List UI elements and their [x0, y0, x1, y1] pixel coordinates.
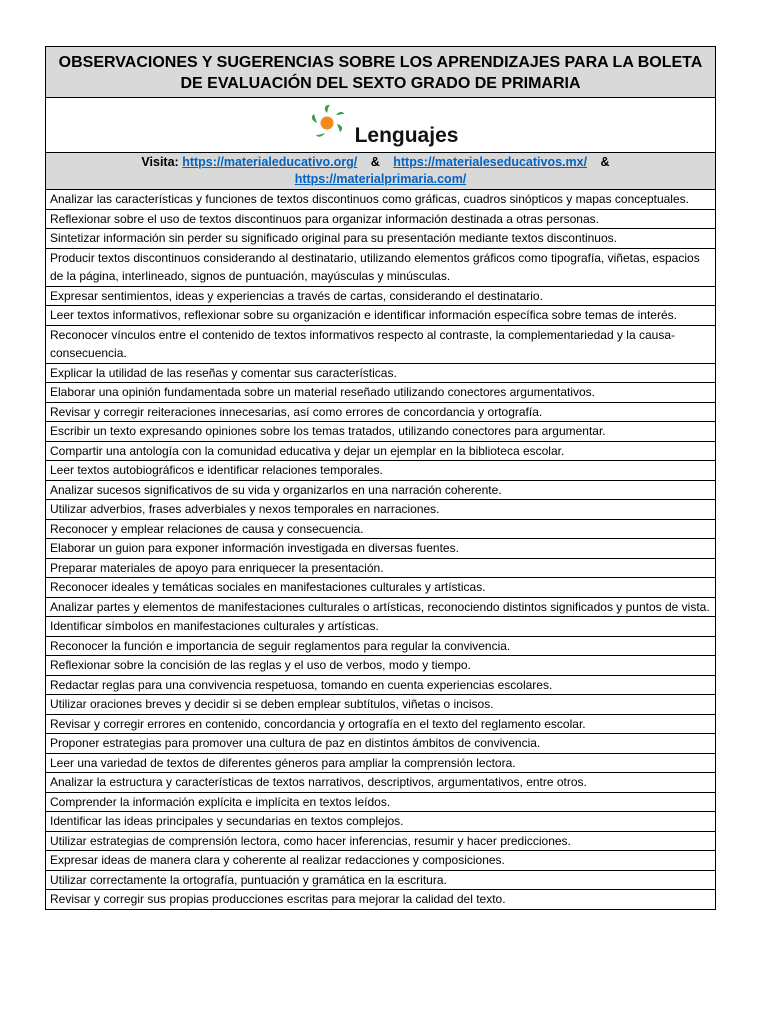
learning-item-cell	[46, 753, 716, 773]
learning-item-cell	[46, 773, 716, 793]
subject-name: Lenguajes	[354, 124, 459, 147]
table-row	[46, 229, 716, 249]
table-row	[46, 812, 716, 832]
table-row	[46, 402, 716, 422]
table-row	[46, 870, 716, 890]
learning-item-cell	[46, 656, 716, 676]
table-row	[46, 714, 716, 734]
learning-item-cell	[46, 461, 716, 481]
learning-item-text: Escribir un texto expresando opiniones sobre los temas tratados, utilizando conectores para argumentar.	[50, 424, 606, 438]
table-row	[46, 695, 716, 715]
subject-header	[46, 98, 716, 153]
table-row	[46, 753, 716, 773]
learning-item-cell	[46, 229, 716, 249]
learning-item-cell	[46, 675, 716, 695]
learning-item-text: Producir textos discontinuos considerando al destinatario, utilizando elementos gráficos como tipografía, viñetas, espacios de la página, interlineado, signos de puntuación, mayúsculas y minúsculas.	[50, 250, 700, 283]
learning-item-text: Analizar partes y elementos de manifestaciones culturales o artísticas, reconociendo distintos significados y puntos de vista.	[50, 599, 710, 614]
table-row	[46, 190, 716, 210]
logo-row	[46, 98, 716, 153]
table-row	[46, 441, 716, 461]
learning-item-text: Expresar sentimientos, ideas y experiencias a través de cartas, considerando el destinatario.	[50, 288, 543, 303]
subject-logo-group	[303, 98, 459, 152]
learning-item-cell	[46, 325, 716, 363]
learning-item-text: Analizar las características y funciones de textos discontinuos como gráficas, cuadros sinópticos y mapas conceptuales.	[50, 192, 689, 206]
learning-item-text: Utilizar oraciones breves y decidir si se deben emplear subtítulos, viñetas o incisos.	[50, 697, 494, 711]
table-row	[46, 500, 716, 520]
learning-item-text: Revisar y corregir errores en contenido, concordancia y ortografía en el texto del reglamento escolar.	[50, 716, 586, 731]
learning-item-text: Reconocer ideales y temáticas sociales en manifestaciones culturales y artísticas.	[50, 580, 486, 594]
learning-item-text: Reflexionar sobre el uso de textos discontinuos para organizar información destinada a otras personas.	[50, 211, 599, 226]
learning-item-cell	[46, 714, 716, 734]
table-row	[46, 519, 716, 539]
table-row	[46, 675, 716, 695]
ampersand-2: &	[600, 155, 610, 169]
learning-item-cell	[46, 480, 716, 500]
learning-item-text: Redactar reglas para una convivencia respetuosa, tomando en cuenta experiencias escolares.	[50, 677, 553, 692]
link-materialeseducativos[interactable]: https://materialeseducativos.mx/	[393, 155, 588, 169]
table-row	[46, 773, 716, 793]
table-row	[46, 422, 716, 442]
table-row	[46, 248, 716, 286]
learning-item-cell	[46, 383, 716, 403]
learning-item-text: Revisar y corregir sus propias producciones escritas para mejorar la calidad del texto.	[50, 892, 506, 906]
table-row	[46, 383, 716, 403]
table-row	[46, 461, 716, 481]
table-row	[46, 209, 716, 229]
learning-item-text: Identificar las ideas principales y secundarias en textos complejos.	[50, 814, 404, 828]
visit-links	[46, 153, 716, 190]
learning-item-cell	[46, 578, 716, 598]
learning-item-text: Analizar la estructura y características de textos narrativos, descriptivos, argumentativos, entre otros.	[50, 775, 587, 789]
learning-item-text: Reflexionar sobre la concisión de las reglas y el uso de verbos, modo y tiempo.	[50, 658, 471, 672]
table-row	[46, 325, 716, 363]
link-materialeducativo[interactable]: https://materialeducativo.org/	[182, 155, 358, 169]
learning-item-cell	[46, 539, 716, 559]
learning-item-cell	[46, 441, 716, 461]
learning-item-cell	[46, 500, 716, 520]
title-row	[46, 47, 716, 98]
evaluation-sheet	[45, 46, 716, 910]
learning-item-cell	[46, 870, 716, 890]
table-row	[46, 539, 716, 559]
learning-item-text: Reconocer vínculos entre el contenido de textos informativos respecto al contraste, la complementariedad y la causa-consecuencia.	[50, 327, 675, 360]
table-row	[46, 734, 716, 754]
ampersand-1: &	[370, 155, 380, 169]
learning-item-text: Explicar la utilidad de las reseñas y comentar sus características.	[50, 365, 397, 380]
visit-row	[46, 153, 716, 190]
learning-item-cell	[46, 792, 716, 812]
visit-label: Visita:	[141, 155, 179, 169]
learning-item-text: Leer textos autobiográficos e identificar relaciones temporales.	[50, 463, 383, 477]
learning-item-text: Utilizar adverbios, frases adverbiales y nexos temporales en narraciones.	[50, 502, 440, 516]
learning-item-cell	[46, 402, 716, 422]
title-line-1: OBSERVACIONES Y SUGERENCIAS SOBRE LOS APRENDIZAJES PARA LA BOLETA	[58, 54, 703, 71]
title-line-2: DE EVALUACIÓN DEL SEXTO GRADO DE PRIMARIA	[180, 75, 581, 92]
learning-item-cell	[46, 597, 716, 617]
learning-item-cell	[46, 306, 716, 326]
learning-item-text: Revisar y corregir reiteraciones innecesarias, así como errores de concordancia y ortografía.	[50, 404, 543, 419]
table-row	[46, 831, 716, 851]
learning-item-text: Preparar materiales de apoyo para enriquecer la presentación.	[50, 560, 384, 575]
learning-item-text: Elaborar un guion para exponer información investigada en diversas fuentes.	[50, 541, 459, 555]
learning-item-text: Analizar sucesos significativos de su vida y organizarlos en una narración coherente.	[50, 482, 502, 497]
table-row	[46, 636, 716, 656]
learning-item-cell	[46, 734, 716, 754]
table-row	[46, 286, 716, 306]
learning-item-cell	[46, 617, 716, 637]
learning-item-text: Identificar símbolos en manifestaciones culturales y artísticas.	[50, 619, 379, 633]
learning-item-cell	[46, 519, 716, 539]
learning-item-text: Reconocer la función e importancia de seguir reglamentos para regular la convivencia.	[50, 638, 511, 653]
learning-item-text: Elaborar una opinión fundamentada sobre un material reseñado utilizando conectores argumentativos.	[50, 385, 596, 399]
learning-item-text: Leer textos informativos, reflexionar sobre su organización e identificar información específica sobre temas de interés.	[50, 308, 677, 322]
observations-table	[45, 46, 716, 910]
learning-item-text: Expresar ideas de manera clara y coherente al realizar redacciones y composiciones.	[50, 853, 505, 867]
learning-item-text: Utilizar estrategias de comprensión lectora, como hacer inferencias, resumir y hacer predicciones.	[50, 833, 571, 848]
learning-item-text: Comprender la información explícita e implícita en textos leídos.	[50, 794, 391, 809]
learning-item-cell	[46, 422, 716, 442]
learning-item-cell	[46, 248, 716, 286]
learning-item-cell	[46, 890, 716, 910]
table-row	[46, 306, 716, 326]
learning-item-cell	[46, 851, 716, 871]
page-title	[46, 47, 716, 98]
learning-item-cell	[46, 286, 716, 306]
table-row	[46, 558, 716, 578]
learning-item-text: Leer una variedad de textos de diferentes géneros para ampliar la comprensión lectora.	[50, 755, 516, 770]
learning-item-cell	[46, 209, 716, 229]
learning-item-cell	[46, 190, 716, 210]
table-row	[46, 480, 716, 500]
flower-logo-icon	[303, 100, 351, 146]
table-row	[46, 617, 716, 637]
learning-item-text: Sintetizar información sin perder su significado original para su presentación mediante textos discontinuos.	[50, 231, 617, 245]
link-materialprimaria[interactable]: https://materialprimaria.com/	[294, 172, 467, 186]
learning-item-cell	[46, 636, 716, 656]
table-row	[46, 656, 716, 676]
learning-item-text: Utilizar correctamente la ortografía, puntuación y gramática en la escritura.	[50, 872, 447, 887]
learning-item-cell	[46, 363, 716, 383]
learning-item-text: Compartir una antología con la comunidad educativa y dejar un ejemplar en la biblioteca escolar.	[50, 443, 565, 458]
learning-item-cell	[46, 695, 716, 715]
learning-item-cell	[46, 831, 716, 851]
table-row	[46, 792, 716, 812]
learning-item-cell	[46, 558, 716, 578]
table-row	[46, 890, 716, 910]
table-row	[46, 363, 716, 383]
learning-item-cell	[46, 812, 716, 832]
learning-item-text: Reconocer y emplear relaciones de causa y consecuencia.	[50, 521, 364, 536]
table-row	[46, 578, 716, 598]
table-row	[46, 851, 716, 871]
learning-item-text: Proponer estrategias para promover una cultura de paz en distintos ámbitos de convivencia.	[50, 736, 541, 750]
table-row	[46, 597, 716, 617]
